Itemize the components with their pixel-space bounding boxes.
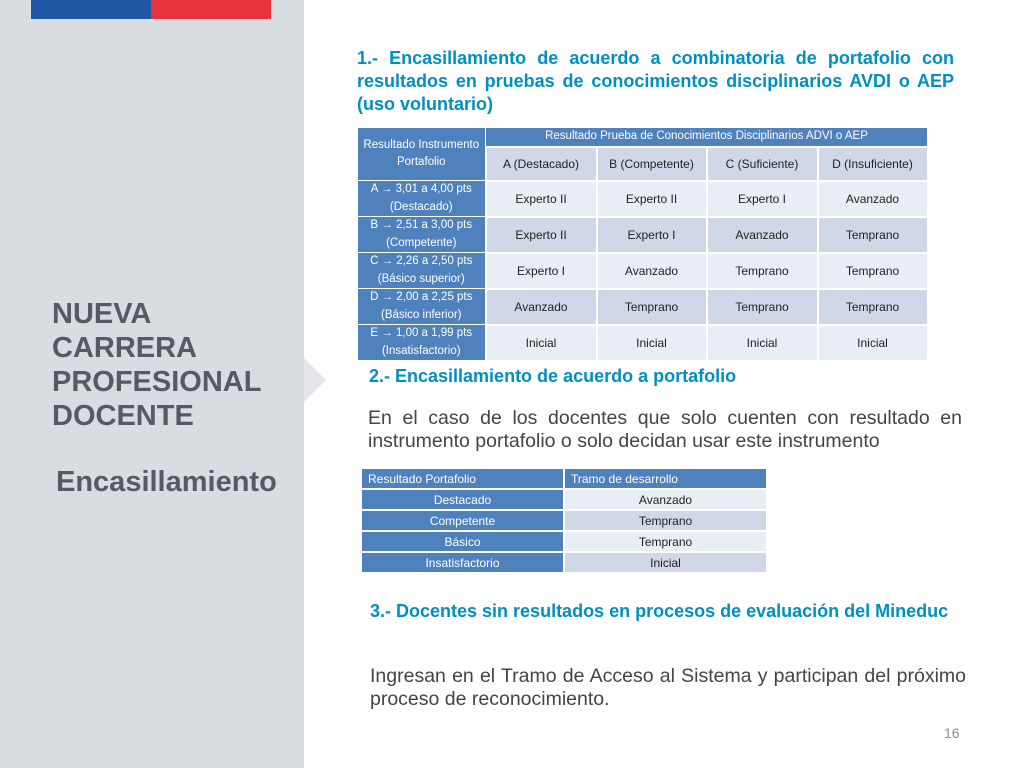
- table-cell: Temprano: [818, 289, 928, 325]
- column-header: B (Competente): [597, 147, 707, 181]
- table-cell: Inicial: [597, 325, 707, 361]
- title-line: PROFESIONAL: [52, 366, 262, 398]
- section2-body: En el caso de los docentes que solo cuenten con resultado en instrumento portafolio o solo decidan usar este instrumento: [368, 407, 962, 452]
- table-cell: Inicial: [707, 325, 818, 361]
- table-cell: Experto I: [597, 217, 707, 253]
- table-row: [358, 181, 928, 217]
- column-header: C (Suficiente): [707, 147, 818, 181]
- flag-stripe-red: [151, 0, 271, 19]
- table-cell: Destacado: [361, 489, 564, 510]
- table-cell: Avanzado: [564, 489, 767, 510]
- table-cell: Experto I: [486, 253, 597, 289]
- row-level: (Insatisfactorio): [381, 344, 461, 357]
- row-header: [358, 181, 486, 217]
- table-cell: Avanzado: [486, 289, 597, 325]
- table-cell: Avanzado: [818, 181, 928, 217]
- table-cell: Temprano: [564, 510, 767, 531]
- table-cell: Básico: [361, 531, 564, 552]
- table-cell: Inicial: [486, 325, 597, 361]
- title-line: CARRERA: [52, 332, 197, 364]
- title-line: DOCENTE: [52, 400, 194, 432]
- group-header: Resultado Prueba de Conocimientos Disciplinarios ADVI o AEP: [486, 128, 928, 147]
- table-row: [361, 531, 767, 552]
- table-row: [358, 289, 928, 325]
- flag-stripe-blue: [31, 0, 151, 19]
- table-cell: Inicial: [818, 325, 928, 361]
- column-header: A (Destacado): [486, 147, 597, 181]
- table-cell: Experto II: [486, 181, 597, 217]
- table-cell: Experto I: [707, 181, 818, 217]
- title-line: NUEVA: [52, 298, 152, 330]
- table-cell: Competente: [361, 510, 564, 531]
- sidebar-panel: [0, 0, 304, 768]
- table-cell: Temprano: [707, 253, 818, 289]
- row-level: (Básico inferior): [380, 308, 462, 321]
- table-row: [361, 510, 767, 531]
- table-row: [361, 489, 767, 510]
- column-header: Tramo de desarrollo: [564, 468, 767, 489]
- slide-title: [52, 297, 292, 433]
- table-cell: Avanzado: [597, 253, 707, 289]
- section3-body: Ingresan en el Tramo de Acceso al Sistema y participan del próximo proceso de reconocimiento.: [370, 665, 966, 710]
- table-cell: Temprano: [818, 253, 928, 289]
- table-cell: Experto II: [597, 181, 707, 217]
- combinatoria-table: [357, 127, 929, 362]
- table-row: [358, 325, 928, 361]
- row-range: A → 3,01 a 4,00 pts: [370, 183, 472, 195]
- row-range: B → 2,51 a 3,00 pts: [370, 219, 473, 231]
- row-header: [358, 289, 486, 325]
- column-header: D (Insuficiente): [818, 147, 928, 181]
- row-header: [358, 253, 486, 289]
- row-range: E → 1,00 a 1,99 pts: [370, 327, 473, 339]
- panel-arrow-decoration: [304, 358, 326, 402]
- row-header: [358, 325, 486, 361]
- column-header: Resultado Portafolio: [361, 468, 564, 489]
- section3-heading: 3.- Docentes sin resultados en procesos de evaluación del Mineduc: [370, 601, 949, 621]
- table-row: [358, 217, 928, 253]
- table-cell: Temprano: [564, 531, 767, 552]
- table-cell: Avanzado: [707, 217, 818, 253]
- table-cell: Temprano: [707, 289, 818, 325]
- corner-header: Resultado Instrumento Portafolio: [358, 128, 486, 181]
- row-range: D → 2,00 a 2,25 pts: [370, 291, 473, 303]
- table-cell: Inicial: [564, 552, 767, 573]
- table-cell: Temprano: [818, 217, 928, 253]
- table-row: [361, 552, 767, 573]
- slide-subtitle: Encasillamiento: [56, 466, 277, 498]
- table-cell: Experto II: [486, 217, 597, 253]
- section2-heading: 2.- Encasillamiento de acuerdo a portafolio: [369, 366, 737, 386]
- page-number: 16: [944, 725, 960, 741]
- row-level: (Competente): [386, 236, 457, 249]
- row-header: [358, 217, 486, 253]
- table-cell: Insatisfactorio: [361, 552, 564, 573]
- table-cell: Temprano: [597, 289, 707, 325]
- row-range: C → 2,26 a 2,50 pts: [370, 255, 473, 267]
- table-row: [358, 253, 928, 289]
- section1-heading: 1.- Encasillamiento de acuerdo a combinatoria de portafolio con resultados en pruebas de conocimientos disciplinarios AVDI o AEP (uso voluntario): [357, 48, 954, 114]
- portafolio-table: [360, 467, 768, 574]
- row-level: (Destacado): [389, 200, 453, 213]
- row-level: (Básico superior): [377, 272, 465, 285]
